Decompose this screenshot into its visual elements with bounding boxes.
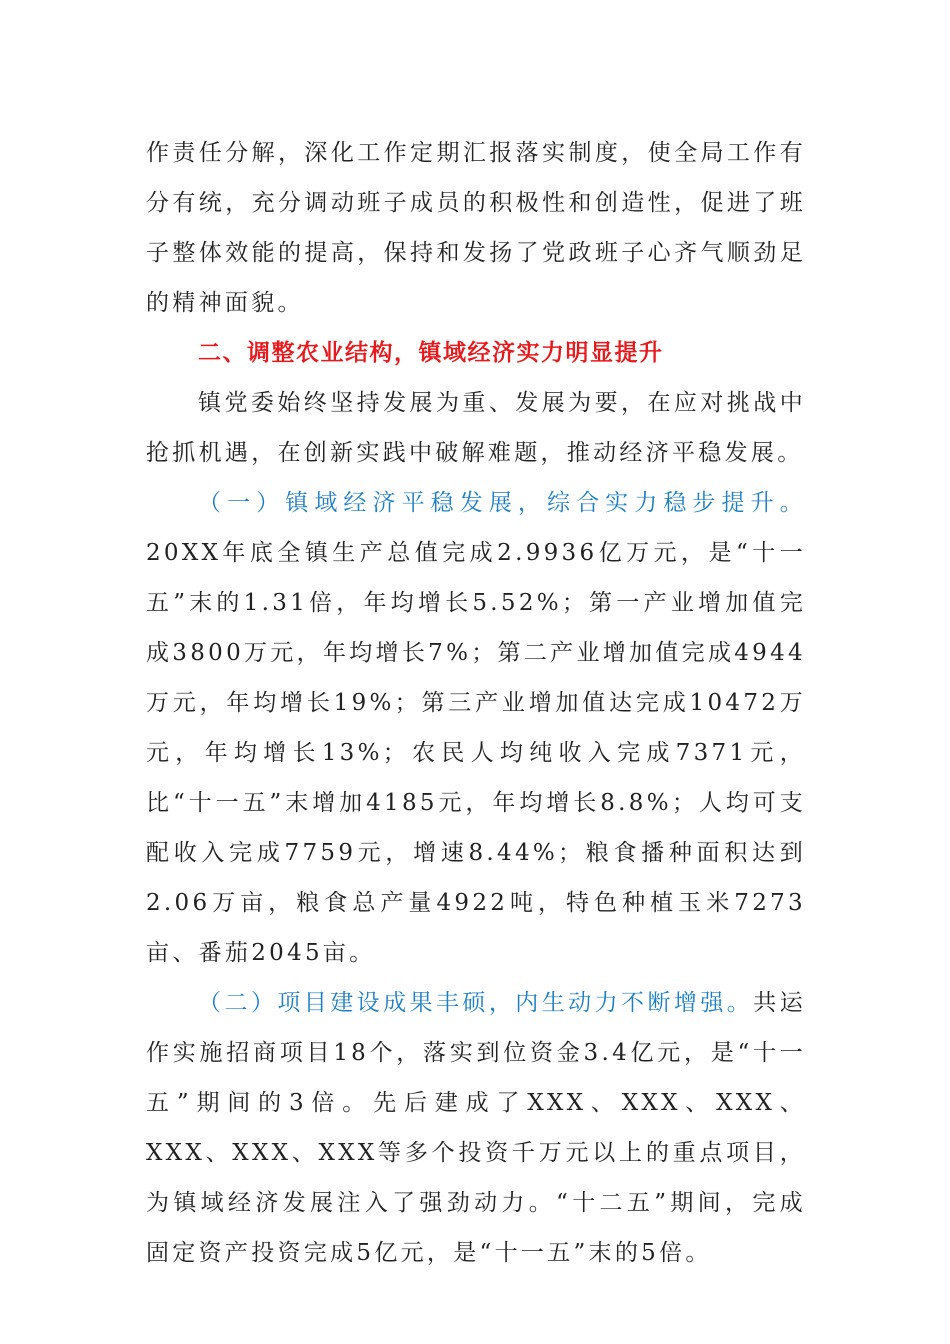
document-body [146,128,806,1278]
section-heading-text: 二、调整农业结构，镇域经济实力明显提升 [198,340,664,366]
section-intro-paragraph: 镇党委始终坚持发展为重、发展为要，在应对挑战中抢抓机遇，在创新实践中破解难题，推动经济平稳发展。 [146,390,806,466]
subsection-2-heading: （二）项目建设成果丰硕，内生动力不断增强。 [198,990,754,1016]
subsection-1-body: 20XX年底全镇生产总值完成2.9936亿万元，是“十一五”末的1.31倍，年均增长5.52%；第一产业增加值完成3800万元，年均增长7%；第二产业增加值完成4944万元，年均增长19%；第三产业增加值达完成10472万元，年均增长13%；农民人均纯收入完成7371元，比“十一五”末增加4185元，年均增长8.8%；人均可支配收入完成7759元，增速8.44%；粮食播种面积达到2.06万亩，粮食总产量4922吨，特色种植玉米7273亩、番茄2045亩。 [146,540,806,966]
subsection-2-body: 共运作实施招商项目18个，落实到位资金3.4亿元，是“十一五”期间的3倍。先后建成了XXX、XXX、XXX、XXX、XXX、XXX等多个投资千万元以上的重点项目，为镇域经济发展注入了强劲动力。“十二五”期间，完成固定资产投资完成5亿元，是“十一五”末的5倍。 [146,990,806,1266]
subsection-1-heading: （一）镇域经济平稳发展，综合实力稳步提升。 [198,490,806,516]
paragraph-continuation: 作责任分解，深化工作定期汇报落实制度，使全局工作有分有统，充分调动班子成员的积极性和创造性，促进了班子整体效能的提高，保持和发扬了党政班子心齐气顺劲足的精神面貌。 [146,140,806,316]
subsection-2-paragraph [146,978,806,1278]
subsection-1-paragraph [146,478,806,978]
section-heading [146,328,806,378]
